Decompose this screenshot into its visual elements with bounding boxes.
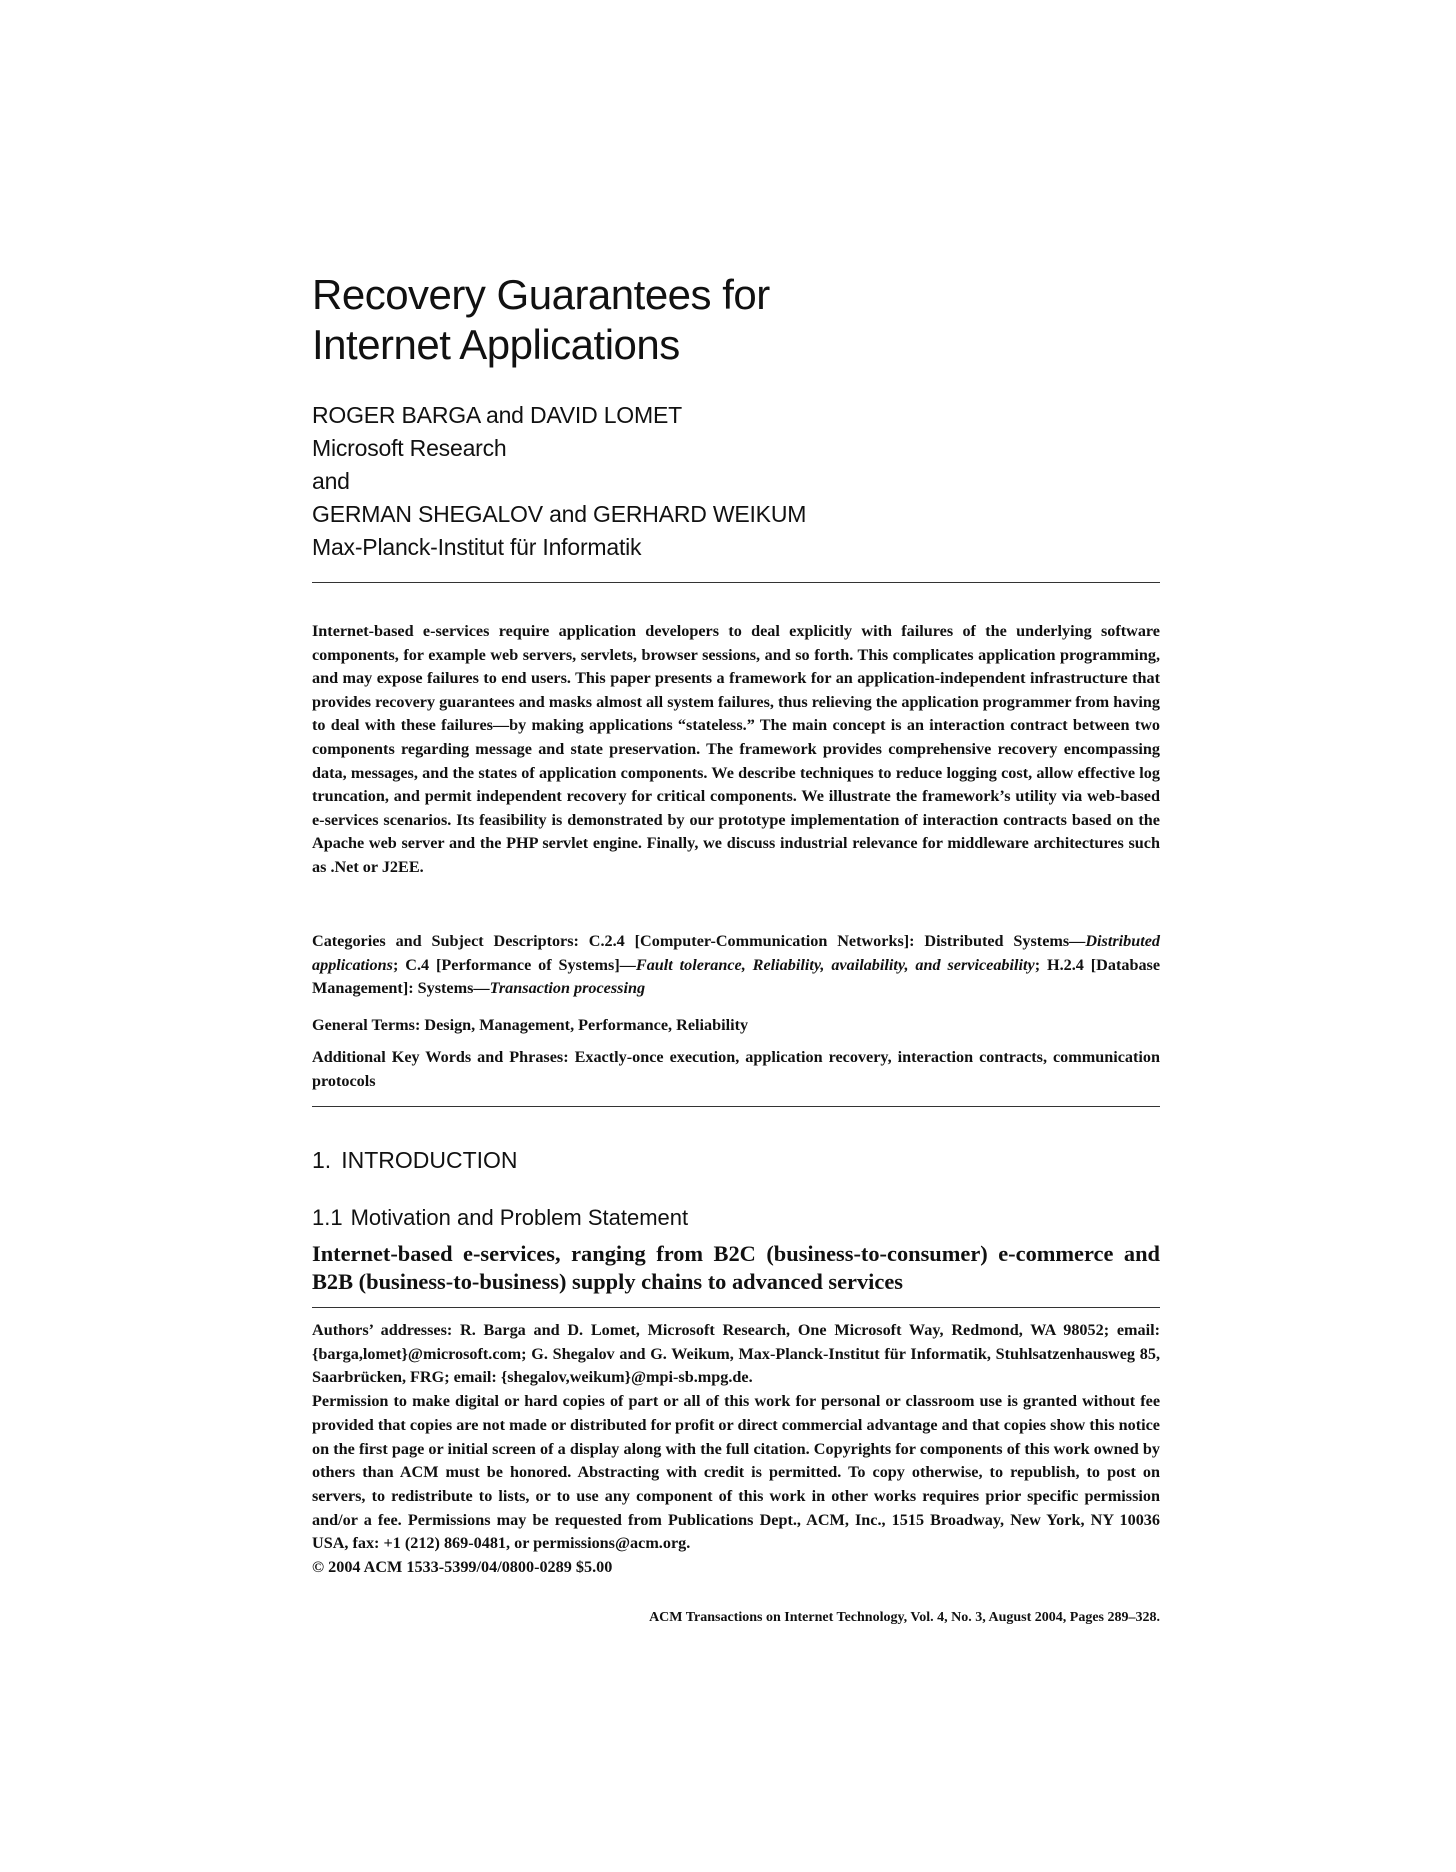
category-2-topic: —Fault tolerance, Reliability, availability, and serviceability bbox=[619, 955, 1035, 974]
categories-descriptors: Categories and Subject Descriptors: C.2.4 [Computer-Communication Networks]: Distributed Systems—Distributed applications; C.4 [Performance of Systems]—Fault tolerance, Reliability, availability, and serviceability; H.2.4 [Database Management]: Systems—Transaction processing bbox=[312, 932, 1161, 998]
journal-citation: ACM Transactions on Internet Technology, Vol. 4, No. 3, August 2004, Pages 289–328. bbox=[649, 1610, 1160, 1625]
intro-paragraph: Internet-based e-services, ranging from B2C (business-to-consumer) e-commerce and B2B (business-to-business) supply chains to advanced services bbox=[312, 1241, 1160, 1294]
keywords: Additional Key Words and Phrases: Exactly-once execution, application recovery, interaction contracts, communication protocols bbox=[312, 1048, 1160, 1090]
category-3-sub: Systems— bbox=[417, 979, 490, 998]
author-separator: and bbox=[312, 468, 350, 494]
category-1-code: C.2.4 bbox=[588, 932, 625, 950]
category-2-name: Performance of Systems bbox=[441, 955, 615, 974]
general-terms: General Terms: Design, Management, Performance, Reliability bbox=[312, 1016, 749, 1034]
author-names-2: GERMAN SHEGALOV and GERHARD WEIKUM bbox=[312, 501, 807, 527]
footnote-divider bbox=[312, 1307, 1160, 1308]
category-1-name: Computer-Communication Networks bbox=[640, 932, 904, 950]
author-affiliation-2: Max-Planck-Institut für Informatik bbox=[312, 534, 642, 560]
category-2-code: C.4 bbox=[405, 955, 430, 974]
category-3-name: Database Management bbox=[312, 955, 1161, 998]
paper-title-line-1: Recovery Guarantees for bbox=[312, 271, 770, 318]
author-block bbox=[312, 399, 1160, 564]
header-divider bbox=[312, 582, 1160, 583]
subsection-title: Motivation and Problem Statement bbox=[350, 1205, 689, 1230]
category-1-sub: Distributed Systems— bbox=[924, 932, 1086, 950]
category-3-code: H.2.4 bbox=[1047, 955, 1084, 974]
paper-title-line-2: Internet Applications bbox=[312, 321, 680, 368]
footnote-block bbox=[312, 1319, 1160, 1580]
section-title: INTRODUCTION bbox=[341, 1147, 518, 1173]
author-affiliation-1: Microsoft Research bbox=[312, 435, 507, 461]
abstract: Internet-based e-services require application developers to deal explicitly with failures of the underlying software components, for example web servers, servlets, browser sessions, and so forth. This complicates application programming, and may expose failures to end users. This paper presents a framework for an application-independent infrastructure that provides recovery guarantees and masks almost all system failures, thus relieving the application programmer from having to deal with these failures—by making applications “stateless.” The main concept is an interaction contract between two components regarding message and state preservation. The framework provides comprehensive recovery encompassing data, messages, and the states of application components. We describe techniques to reduce logging cost, allow effective log truncation, and permit independent recovery for critical components. We illustrate the framework’s utility via web-based e-services scenarios. Its feasibility is demonstrated by our prototype implementation of interaction contracts based on the Apache web server and the PHP servlet engine. Finally, we discuss industrial relevance for middleware architectures such as .Net or J2EE. bbox=[312, 622, 1160, 876]
paper-title bbox=[312, 270, 1160, 370]
category-3-topic: Transaction processing bbox=[489, 979, 646, 998]
subsection-number: 1.1 bbox=[312, 1205, 343, 1230]
categories-label: Categories and Subject Descriptors: bbox=[312, 932, 579, 950]
subsection-heading-motivation bbox=[312, 1203, 688, 1233]
abstract-divider bbox=[312, 1106, 1160, 1107]
footnote-permission: Permission to make digital or hard copies of part or all of this work for personal or classroom use is granted without fee provided that copies are not made or distributed for profit or direct commercial advantage and that copies show this notice on the first page or initial screen of a display along with the full citation. Copyrights for components of this work owned by others than ACM must be honored. Abstracting with credit is permitted. To copy otherwise, to republish, to post on servers, to redistribute to lists, or to use any component of this work in other works requires prior specific permission and/or a fee. Permissions may be requested from Publications Dept., ACM, Inc., 1515 Broadway, New York, NY 10036 USA, fax: +1 (212) 869-0481, or permissions@acm.org. bbox=[312, 1392, 1160, 1553]
footnote-addresses: Authors’ addresses: R. Barga and D. Lomet, Microsoft Research, One Microsoft Way, Redmond, WA 98052; email: {barga,lomet}@microsoft.com; G. Shegalov and G. Weikum, Max-Planck-Institut für Informatik, Stuhlsatzenhausweg 85, Saarbrücken, FRG; email: {shegalov,weikum}@mpi-sb.mpg.de. bbox=[312, 1321, 1160, 1387]
section-number: 1. bbox=[312, 1147, 332, 1173]
footnote-copyright: © 2004 ACM 1533-5399/04/0800-0289 $5.00 bbox=[312, 1558, 613, 1577]
author-names-1: ROGER BARGA and DAVID LOMET bbox=[312, 402, 682, 428]
section-heading-introduction bbox=[312, 1145, 518, 1175]
category-1-topic: Distributed applications bbox=[312, 932, 1161, 974]
